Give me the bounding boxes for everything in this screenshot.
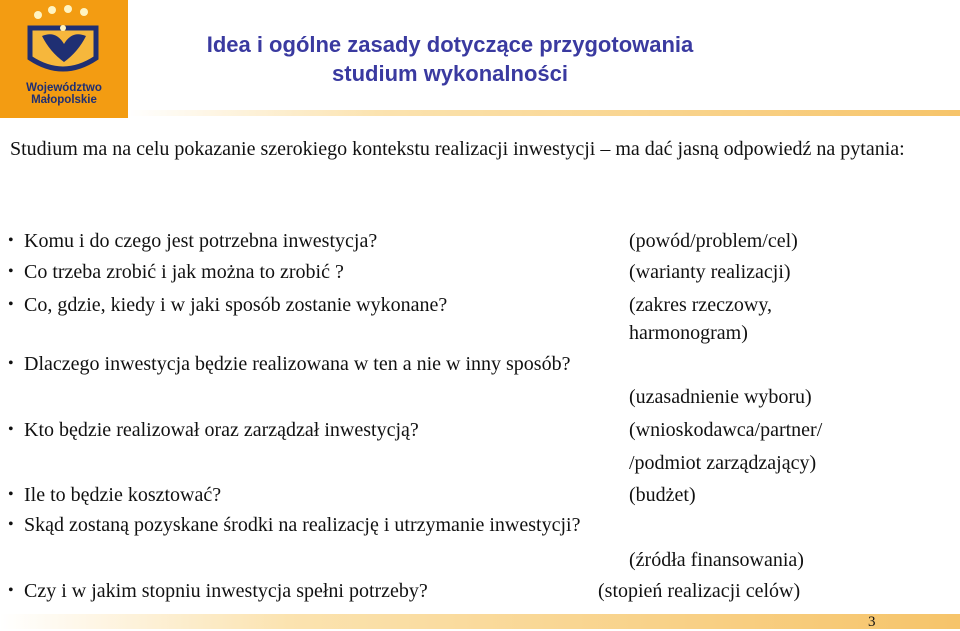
logo-text [10, 82, 118, 106]
answer-7: (źródła finansowania) [629, 549, 804, 571]
question-7: Skąd zostaną pozyskane środki na realizację i utrzymanie inwestycji? [24, 514, 581, 536]
logo-line-1: Województwo [26, 82, 102, 94]
answer-3-cont: harmonogram) [629, 322, 748, 344]
answer-2: (warianty realizacji) [629, 261, 791, 283]
bullet-icon: • [8, 232, 14, 249]
question-8: Czy i w jakim stopniu inwestycja spełni potrzeby? [24, 580, 428, 602]
intro-text: Studium ma na celu pokazanie szerokiego kontekstu realizacji inwestycji – ma dać jasną odpowiedź na pytania: [10, 138, 905, 160]
question-6: Ile to będzie kosztować? [24, 484, 222, 506]
answer-3: (zakres rzeczowy, [629, 294, 773, 316]
logo-line-2: Małopolskie [31, 94, 97, 106]
answer-4: (uzasadnienie wyboru) [629, 386, 812, 408]
question-2: Co trzeba zrobić i jak można to zrobić ? [24, 261, 344, 283]
question-1: Komu i do czego jest potrzebna inwestycja? [24, 230, 378, 252]
header-divider [128, 110, 960, 116]
answer-8: (stopień realizacji celów) [598, 580, 801, 602]
bullet-icon: • [8, 355, 14, 372]
bullet-icon: • [8, 421, 14, 438]
page-title [140, 30, 760, 88]
bullet-icon: • [8, 516, 14, 533]
malopolska-emblem-icon [0, 0, 128, 80]
question-5: Kto będzie realizował oraz zarządzał inwestycją? [24, 419, 419, 441]
answer-6: (budżet) [629, 484, 696, 506]
answer-1: (powód/problem/cel) [629, 230, 798, 252]
question-3: Co, gdzie, kiedy i w jaki sposób zostanie wykonane? [24, 294, 448, 316]
bullet-icon: • [8, 296, 14, 313]
title-line-2: studium wykonalności [332, 61, 568, 86]
bullet-icon: • [8, 582, 14, 599]
title-line-1: Idea i ogólne zasady dotyczące przygotowania [206, 32, 694, 57]
answer-5: (wnioskodawca/partner/ [629, 419, 823, 441]
bullet-icon: • [8, 486, 14, 503]
footer-bar [0, 614, 960, 629]
page-number: 3 [868, 614, 876, 630]
logo [0, 0, 128, 118]
question-4: Dlaczego inwestycja będzie realizowana w ten a nie w inny sposób? [24, 353, 571, 375]
answer-5-cont: /podmiot zarządzający) [629, 452, 817, 474]
bullet-icon: • [8, 263, 14, 280]
